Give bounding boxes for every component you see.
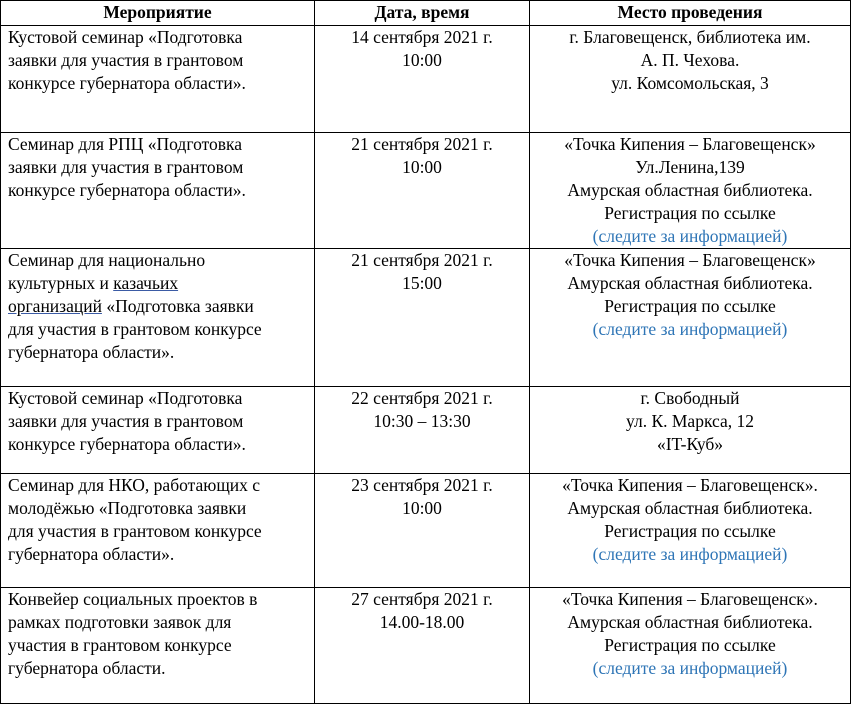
place-text: «Точка Кипения – Благовещенск» — [564, 250, 816, 270]
place-text: Ул.Ленина,139 — [635, 157, 745, 177]
table-header — [1, 1, 851, 26]
place-text: Регистрация по ссылке — [604, 521, 776, 541]
time-text: 10:00 — [402, 157, 442, 177]
time-text: 10:30 – 13:30 — [373, 411, 471, 431]
header-row — [1, 1, 851, 26]
date-text: 21 сентября 2021 г. — [351, 134, 493, 154]
time-text: 14.00-18.00 — [379, 612, 465, 632]
place-text: «Точка Кипения – Благовещенск» — [564, 134, 816, 154]
table-row — [1, 249, 851, 387]
event-text: молодёжью «Подготовка заявки — [8, 498, 247, 518]
event-text: конкурсе губернатора области». — [8, 434, 246, 454]
date-text: 27 сентября 2021 г. — [351, 589, 493, 609]
info-link[interactable]: (следите за информацией) — [592, 319, 788, 339]
event-text: заявки для участия в грантовом — [8, 50, 244, 70]
event-text: культурных и — [8, 273, 114, 293]
place-text: Амурская областная библиотека. — [567, 180, 813, 200]
event-text: Семинар для РПЦ «Подготовка — [8, 134, 243, 154]
event-cell — [1, 26, 315, 133]
place-cell — [530, 26, 851, 133]
event-cell — [1, 249, 315, 387]
info-link[interactable]: (следите за информацией) — [592, 544, 788, 564]
table-row — [1, 387, 851, 474]
header-date: Дата, время — [315, 1, 530, 26]
place-cell — [530, 249, 851, 387]
event-text: заявки для участия в грантовом — [8, 157, 244, 177]
place-text: Амурская областная библиотека. — [567, 273, 813, 293]
header-place: Место проведения — [530, 1, 851, 26]
header-event: Мероприятие — [1, 1, 315, 26]
place-cell — [530, 588, 851, 704]
event-text: «Подготовка заявки — [101, 296, 254, 316]
date-text: 22 сентября 2021 г. — [351, 388, 493, 408]
event-cell — [1, 588, 315, 704]
table-row — [1, 26, 851, 133]
place-text: ул. К. Маркса, 12 — [625, 411, 755, 431]
event-text: рамках подготовки заявок для — [8, 612, 232, 632]
date-text: 23 сентября 2021 г. — [351, 475, 493, 495]
event-text: губернатора области». — [8, 544, 175, 564]
event-text: Семинар для НКО, работающих с — [8, 475, 261, 495]
event-text: Кустовой семинар «Подготовка — [8, 388, 243, 408]
place-text: «IT-Куб» — [656, 434, 724, 454]
place-text: «Точка Кипения – Благовещенск». — [562, 475, 818, 495]
place-text: Амурская областная библиотека. — [567, 498, 813, 518]
event-text-underlined: казачьих — [113, 273, 179, 293]
place-text: ул. Комсомольская, 3 — [611, 73, 769, 93]
date-cell — [315, 474, 530, 588]
event-text: губернатора области». — [8, 342, 175, 362]
place-text: Регистрация по ссылке — [604, 635, 776, 655]
table-row — [1, 588, 851, 704]
table-row — [1, 474, 851, 588]
event-text: Конвейер социальных проектов в — [8, 589, 258, 609]
place-cell — [530, 474, 851, 588]
event-text: конкурсе губернатора области». — [8, 180, 246, 200]
event-text: заявки для участия в грантовом — [8, 411, 244, 431]
place-text: г. Благовещенск, библиотека им. — [569, 27, 811, 47]
event-text: участия в грантовом конкурсе — [8, 635, 232, 655]
info-link[interactable]: (следите за информацией) — [592, 226, 788, 246]
place-text: «Точка Кипения – Благовещенск». — [562, 589, 818, 609]
date-cell — [315, 249, 530, 387]
date-cell — [315, 588, 530, 704]
table-row — [1, 133, 851, 249]
date-text: 21 сентября 2021 г. — [351, 250, 493, 270]
info-link[interactable]: (следите за информацией) — [592, 658, 788, 678]
time-text: 15:00 — [402, 273, 442, 293]
date-cell — [315, 133, 530, 249]
event-cell — [1, 133, 315, 249]
event-text: для участия в грантовом конкурсе — [8, 319, 262, 339]
place-text: А. П. Чехова. — [640, 50, 740, 70]
event-text: Семинар для национально — [8, 250, 206, 270]
event-text-underlined: организаций — [8, 296, 102, 316]
event-cell — [1, 387, 315, 474]
time-text: 10:00 — [402, 498, 442, 518]
event-text-line — [8, 295, 310, 318]
event-text-line — [8, 272, 310, 295]
place-text: Регистрация по ссылке — [604, 296, 776, 316]
time-text: 10:00 — [402, 50, 442, 70]
event-text: для участия в грантовом конкурсе — [8, 521, 262, 541]
event-text: конкурсе губернатора области». — [8, 73, 246, 93]
event-cell — [1, 474, 315, 588]
place-text: Регистрация по ссылке — [604, 203, 776, 223]
event-text: Кустовой семинар «Подготовка — [8, 27, 243, 47]
event-text: губернатора области. — [8, 658, 166, 678]
place-cell — [530, 387, 851, 474]
place-text: Амурская областная библиотека. — [567, 612, 813, 632]
date-cell — [315, 387, 530, 474]
table-body — [1, 26, 851, 704]
place-cell — [530, 133, 851, 249]
date-cell — [315, 26, 530, 133]
place-text: г. Свободный — [640, 388, 740, 408]
date-text: 14 сентября 2021 г. — [351, 27, 493, 47]
